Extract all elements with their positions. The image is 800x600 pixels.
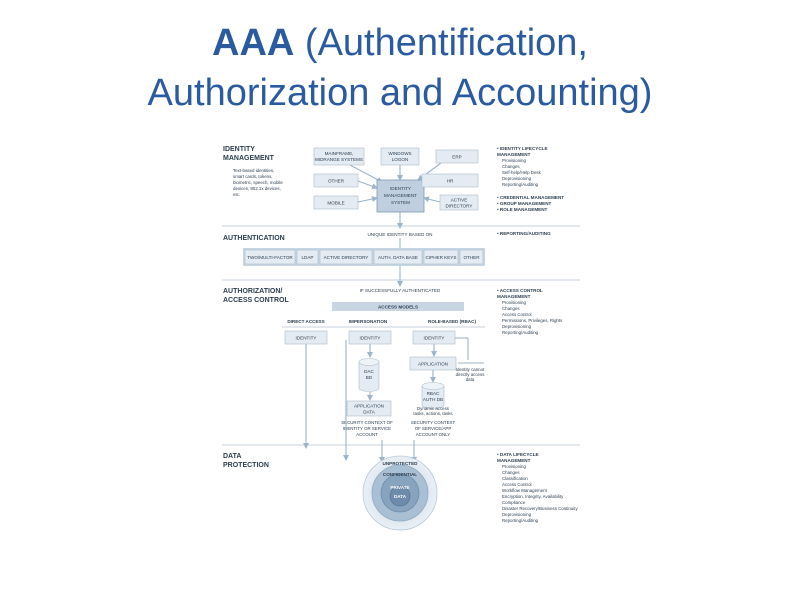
section-data-1: DATA bbox=[223, 453, 242, 460]
idm-erp-box bbox=[436, 150, 478, 163]
svg-text:Changes: Changes bbox=[502, 306, 520, 311]
svg-text:MANAGEMENT: MANAGEMENT bbox=[497, 458, 531, 463]
svg-text:ERP: ERP bbox=[452, 154, 462, 160]
svg-text:RBAC: RBAC bbox=[426, 391, 440, 396]
svg-text:SECURITY CONTEXT: SECURITY CONTEXT bbox=[410, 420, 456, 425]
svg-text:ACCOUNT: ACCOUNT bbox=[356, 432, 378, 437]
idm-windows-box bbox=[381, 148, 419, 165]
svg-text:IDENTITY: IDENTITY bbox=[390, 186, 411, 191]
rbac-db-note-2: tasks, actions, tasks bbox=[413, 411, 453, 416]
identity-desc-3: biometric, speech, mobile bbox=[233, 180, 283, 185]
identity-desc-1: Text-based identities, bbox=[233, 168, 275, 173]
identity-heading-2: MANAGEMENT bbox=[223, 155, 274, 162]
idm-hr-box bbox=[422, 174, 478, 187]
auth-method-2: LDAP bbox=[301, 255, 314, 260]
rbac-auth-db-cylinder bbox=[422, 383, 444, 409]
unique-identity-label: UNIQUE IDENTITY BASED ON bbox=[367, 232, 433, 237]
title-aaa: AAA bbox=[212, 22, 295, 64]
svg-text:SYSTEM: SYSTEM bbox=[391, 200, 410, 205]
svg-text:APPLICATION: APPLICATION bbox=[417, 361, 449, 367]
idm-other-box bbox=[314, 174, 358, 187]
svg-text:• ACCESS CONTROL: • ACCESS CONTROL bbox=[497, 288, 543, 293]
side-note-3: data bbox=[465, 377, 475, 382]
idm-mainframe-box bbox=[314, 148, 364, 165]
impersonation-label: IMPERSONATION bbox=[348, 319, 388, 324]
rbac-identity-box bbox=[413, 331, 455, 344]
ring-label-private: PRIVATE bbox=[390, 485, 410, 490]
svg-text:Self-help/Help Desk: Self-help/Help Desk bbox=[502, 170, 541, 175]
svg-text:APPLICATION: APPLICATION bbox=[353, 403, 385, 409]
svg-text:MANAGEMENT: MANAGEMENT bbox=[497, 152, 531, 157]
svg-text:Reporting/Auditing: Reporting/Auditing bbox=[502, 182, 539, 187]
if-authenticated-label: IF SUCCESSFULLY AUTHENTICATED bbox=[359, 288, 441, 293]
side-note-1: Identity cannot bbox=[455, 367, 485, 372]
idm-center-box bbox=[377, 180, 424, 212]
security-context-left bbox=[341, 420, 393, 437]
svg-text:MOBILE: MOBILE bbox=[327, 200, 345, 206]
svg-text:ACTIVE: ACTIVE bbox=[450, 197, 468, 203]
svg-text:Reporting/Auditing: Reporting/Auditing bbox=[502, 330, 539, 335]
rbac-application-box bbox=[410, 357, 456, 370]
svg-text:DATA: DATA bbox=[363, 409, 375, 415]
svg-text:IDENTITY: IDENTITY bbox=[359, 335, 381, 341]
section-authorization-2: ACCESS CONTROL bbox=[223, 297, 289, 304]
svg-text:Provisioning: Provisioning bbox=[502, 464, 526, 469]
svg-text:Classification: Classification bbox=[502, 476, 528, 481]
svg-text:Deprovisioning: Deprovisioning bbox=[502, 324, 532, 329]
svg-text:IDENTITY OR SERVICE: IDENTITY OR SERVICE bbox=[342, 426, 392, 431]
list-data-lifecycle bbox=[497, 452, 578, 523]
list-identity-lifecycle bbox=[497, 146, 564, 212]
title-rest: (Authentification, bbox=[294, 22, 588, 64]
auth-method-4: AUTH. DATA BASE bbox=[378, 255, 418, 260]
auth-method-1: TWO/MULTI-FACTOR bbox=[247, 255, 293, 260]
idm-mobile-box bbox=[314, 196, 358, 209]
svg-text:OTHER: OTHER bbox=[327, 178, 345, 184]
svg-text:MAINFRAME,: MAINFRAME, bbox=[324, 151, 354, 156]
ring-label-confidential: CONFIDENTIAL bbox=[382, 472, 418, 477]
list-reporting-auditing: • REPORTING/AUDITING bbox=[497, 231, 551, 236]
svg-text:Access Control: Access Control bbox=[502, 312, 532, 317]
identity-desc-4: devices, 802.1x devices, bbox=[233, 186, 281, 191]
idm-active-directory-box bbox=[440, 195, 478, 210]
svg-text:LOGON: LOGON bbox=[391, 157, 409, 162]
section-data-2: PROTECTION bbox=[223, 462, 269, 469]
svg-text:MIDRANGE SYSTEMS: MIDRANGE SYSTEMS bbox=[315, 157, 363, 162]
auth-method-3: ACTIVE DIRECTORY bbox=[323, 255, 369, 260]
svg-text:OF SERVICE/APP: OF SERVICE/APP bbox=[414, 426, 452, 431]
svg-text:Encryption, Integrity, Availab: Encryption, Integrity, Availability bbox=[502, 494, 564, 499]
data-protection-rings bbox=[363, 456, 437, 530]
identity-desc-5: etc. bbox=[233, 192, 241, 197]
access-models-label: ACCESS MODELS bbox=[377, 304, 419, 310]
section-authentication: AUTHENTICATION bbox=[223, 235, 285, 242]
identity-heading-1: IDENTITY bbox=[223, 146, 255, 153]
svg-text:Access Control: Access Control bbox=[502, 482, 532, 487]
svg-text:• DATA LIFECYCLE: • DATA LIFECYCLE bbox=[497, 452, 539, 457]
list-access-control bbox=[497, 288, 563, 335]
impersonation-identity-box bbox=[349, 331, 391, 344]
svg-text:HR: HR bbox=[446, 178, 454, 184]
svg-text:Compliance: Compliance bbox=[502, 500, 526, 505]
svg-text:• CREDENTIAL MANAGEMENT: • CREDENTIAL MANAGEMENT bbox=[497, 195, 565, 200]
svg-text:WINDOWS: WINDOWS bbox=[388, 151, 412, 156]
title-line-2: Authorization and Accounting) bbox=[147, 72, 653, 114]
svg-text:ACCOUNT ONLY: ACCOUNT ONLY bbox=[415, 432, 451, 437]
security-context-right bbox=[411, 420, 456, 437]
svg-text:Provisioning: Provisioning bbox=[502, 158, 526, 163]
svg-text:Workflow Management: Workflow Management bbox=[502, 488, 547, 493]
svg-text:AUTH DB: AUTH DB bbox=[422, 397, 444, 402]
svg-text:MANAGEMENT: MANAGEMENT bbox=[497, 294, 531, 299]
svg-text:• IDENTITY LIFECYCLE: • IDENTITY LIFECYCLE bbox=[497, 146, 548, 151]
section-identity-management bbox=[223, 146, 283, 197]
impersonation-app-data-box bbox=[347, 401, 391, 416]
svg-text:Disaster Recovery/Business Con: Disaster Recovery/Business Continuity bbox=[502, 506, 578, 511]
svg-text:MANAGEMENT: MANAGEMENT bbox=[384, 193, 417, 198]
identity-desc-2: smart cards, tokens, bbox=[233, 174, 273, 179]
svg-text:DIRECTORY: DIRECTORY bbox=[445, 203, 473, 209]
svg-text:Deprovisioning: Deprovisioning bbox=[502, 512, 532, 517]
auth-method-5: CIPHER KEYS bbox=[425, 255, 457, 260]
svg-text:• ROLE MANAGEMENT: • ROLE MANAGEMENT bbox=[497, 207, 548, 212]
svg-text:Permissions, Privileges, Right: Permissions, Privileges, Rights bbox=[502, 318, 563, 323]
dac-db-cylinder bbox=[359, 359, 379, 392]
section-authorization-1: AUTHORIZATION/ bbox=[223, 288, 283, 295]
svg-text:• GROUP MANAGEMENT: • GROUP MANAGEMENT bbox=[497, 201, 552, 206]
rbac-label: ROLE-BASED (RBAC) bbox=[428, 319, 476, 324]
rbac-db-note-1: Dynamic access bbox=[417, 406, 449, 411]
auth-method-6: OTHER bbox=[463, 255, 480, 260]
ring-label-unprotected: UNPROTECTED bbox=[382, 461, 418, 466]
direct-access-label: DIRECT ACCESS bbox=[287, 319, 325, 324]
svg-text:IDENTITY: IDENTITY bbox=[423, 335, 445, 341]
direct-identity-box bbox=[285, 331, 327, 344]
svg-text:DAC: DAC bbox=[364, 369, 374, 374]
svg-text:BD: BD bbox=[365, 375, 373, 380]
svg-text:Provisioning: Provisioning bbox=[502, 300, 526, 305]
svg-text:SECURITY CONTEXT OF: SECURITY CONTEXT OF bbox=[341, 420, 393, 425]
svg-text:Changes: Changes bbox=[502, 164, 520, 169]
svg-text:IDENTITY: IDENTITY bbox=[295, 335, 317, 341]
ring-label-data: DATA bbox=[393, 494, 407, 499]
svg-text:Changes: Changes bbox=[502, 470, 520, 475]
side-note-2: directly access bbox=[455, 372, 485, 377]
svg-text:Deprovisioning: Deprovisioning bbox=[502, 176, 532, 181]
svg-text:Reporting/Auditing: Reporting/Auditing bbox=[502, 518, 539, 523]
auth-methods bbox=[245, 250, 483, 264]
